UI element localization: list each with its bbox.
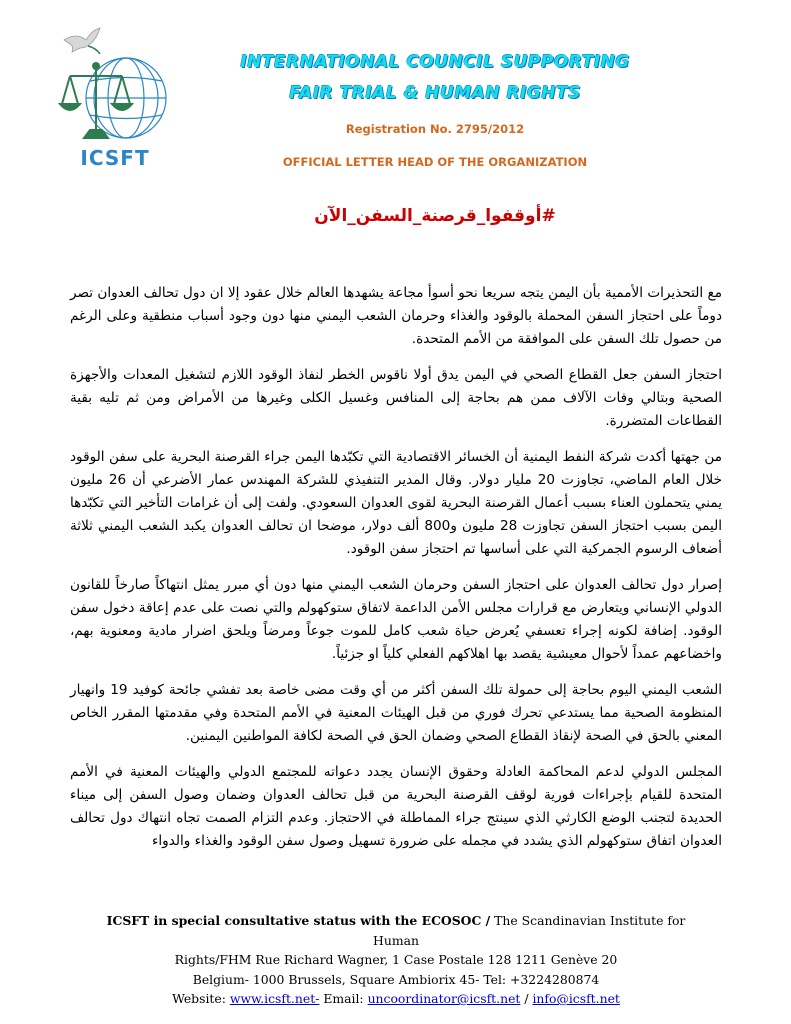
organization-name-line1: INTERNATIONAL COUNCIL SUPPORTING [240,52,630,72]
email-link-uncoordinator[interactable]: uncoordinator@icsft.net [367,991,521,1006]
email-label: Email: [319,991,368,1006]
footer-status-bold: ICSFT in special consultative status with the ECOSOC / [106,913,491,928]
footer [90,911,702,1009]
footer-address-line1: Rights/FHM Rue Richard Wagner, 1 Case Postale 128 1211 Genève 20 [174,952,618,967]
paragraph: من جهتها أكدت شركة النفط اليمنية أن الخسائر الاقتصادية التي تكبّدها اليمن جراء القرصنة البحرية على سفن الوقود خلال العام الماضي، تجاوزت 20 مليار دولار. وقال المدير التنفيذي للشركة المهندس عمار الأضرعي أن 26 مليون يمني يتحملون العناء بسبب أعمال القرصنة البحرية لقوى العدوان السعودي. ولفت إلى أن غرامات التأخير التي تكبّدها اليمن بسبب احتجاز السفن تجاوزت 28 مليون و800 ألف دولار، موضحا ان تحالف العدوان يكبد الشعب اليمني ثلاثة أضعاف الرسوم الجمركية التي على أساسها تم احتجاز سفن الوقود. [70,449,722,557]
paragraph: مع التحذيرات الأممية بأن اليمن يتجه سريعا نحو أسوأ مجاعة يشهدها العالم خلال عقود إلا ان دول تحالف العدوان تصر دوماً على احتجاز السفن المحملة بالوقود والغذاء وحرمان الشعب اليمني منها دون وجود أسباب منطقية وعلى الرغم من حصول تلك السفن على الموافقة من الأمم المتحدة. [70,285,722,347]
email-separator: / [520,991,533,1006]
paragraph: الشعب اليمني اليوم بحاجة إلى حمولة تلك السفن أكثر من أي وقت مضى خاصة بعد تفشي جائحة كوفيد 19 وانهيار المنظومة الصحية مما يستدعي تحرك فوري من قبل الهيئات المعنية في الأمم المتحدة وفي مقدمتها المقرر الخاص المعني بالحق في الصحة لإنقاذ القطاع الصحي وضمان الحق في الصحة لكافة المواطنين اليمنين. [70,682,722,744]
letterhead-label: OFFICIAL LETTER HEAD OF THE ORGANIZATION [282,155,588,169]
logo-text: ICSFT [80,146,150,170]
paragraph: احتجاز السفن جعل القطاع الصحي في اليمن يدق أولا ناقوس الخطر لنفاذ الوقود اللازم لتشغيل المعدات والأجهزة الصحية وبتالي وفات الآلاف ممن هم بحاجة إلى المنافس وغسيل الكلى وغيرها من الأمراض ومن ثم تليه بقية القطاعات المتضررة. [70,367,722,429]
dove-icon [64,28,100,54]
website-label: Website: [172,991,230,1006]
footer-address-line2: Belgium- 1000 Brussels, Square Ambiorix 45- Tel: +3224280874 [192,971,600,987]
letter-body [70,282,722,866]
hashtag-title: #أوقفوا_قرصنة_السفن_الآن [314,206,556,226]
paragraph: المجلس الدولي لدعم المحاكمة العادلة وحقوق الإنسان يجدد دعواته للمجتمع الدولي والهيئات المعنية في الأمم المتحدة للقيام بإجراءات فورية لوقف القرصنة البحرية من قبل تحالف العدوان وضمان وصول السفن إلى ميناء الحديدة لتجنب الوضع الكارثي الذي سينتج جراء المماطلة في الاحتجاز. وعدم التزام الصمت تجاه انتهاك دول تحالف العدوان اتفاق ستوكهولم الذي يشدد في مجمله على ضرورة تسهيل وصول سفن الوقود والغذاء والدواء [70,764,722,849]
email-link-info[interactable]: info@icsft.net [532,991,620,1006]
website-link[interactable]: www.icsft.net- [229,991,320,1006]
paragraph: إصرار دول تحالف العدوان على احتجاز السفن وحرمان الشعب اليمني منها دون أي مبرر يمثل انتهاكاً صارخاً للقانون الدولي الإنساني ويتعارض مع قرارات مجلس الأمن الداعمة لاتفاق ستوكهولم والتي نصت على عدم إعاقة دخول سفن الوقود. إضافة لكونه إجراء تعسفي يُعرض حياة شعب كامل للموت جوعاً ومرضاً ويلحق اضرار مادية ومعنوية بهم، واخضاعهم عمداً لأحوال معيشية يقصد بها اهلاكهم الفعلي كلياً او جزئياً. [70,577,722,662]
footer-status-rest: The Scandinavian Institute for Human [373,913,686,948]
organization-name-line2: FAIR TRIAL & HUMAN RIGHTS [289,83,581,103]
registration-number: Registration No. 2795/2012 [345,122,525,136]
footer-status-line [90,911,702,950]
globe-icon [86,58,166,138]
scales-of-justice-icon [60,63,132,138]
footer-contact-line [90,989,702,1009]
